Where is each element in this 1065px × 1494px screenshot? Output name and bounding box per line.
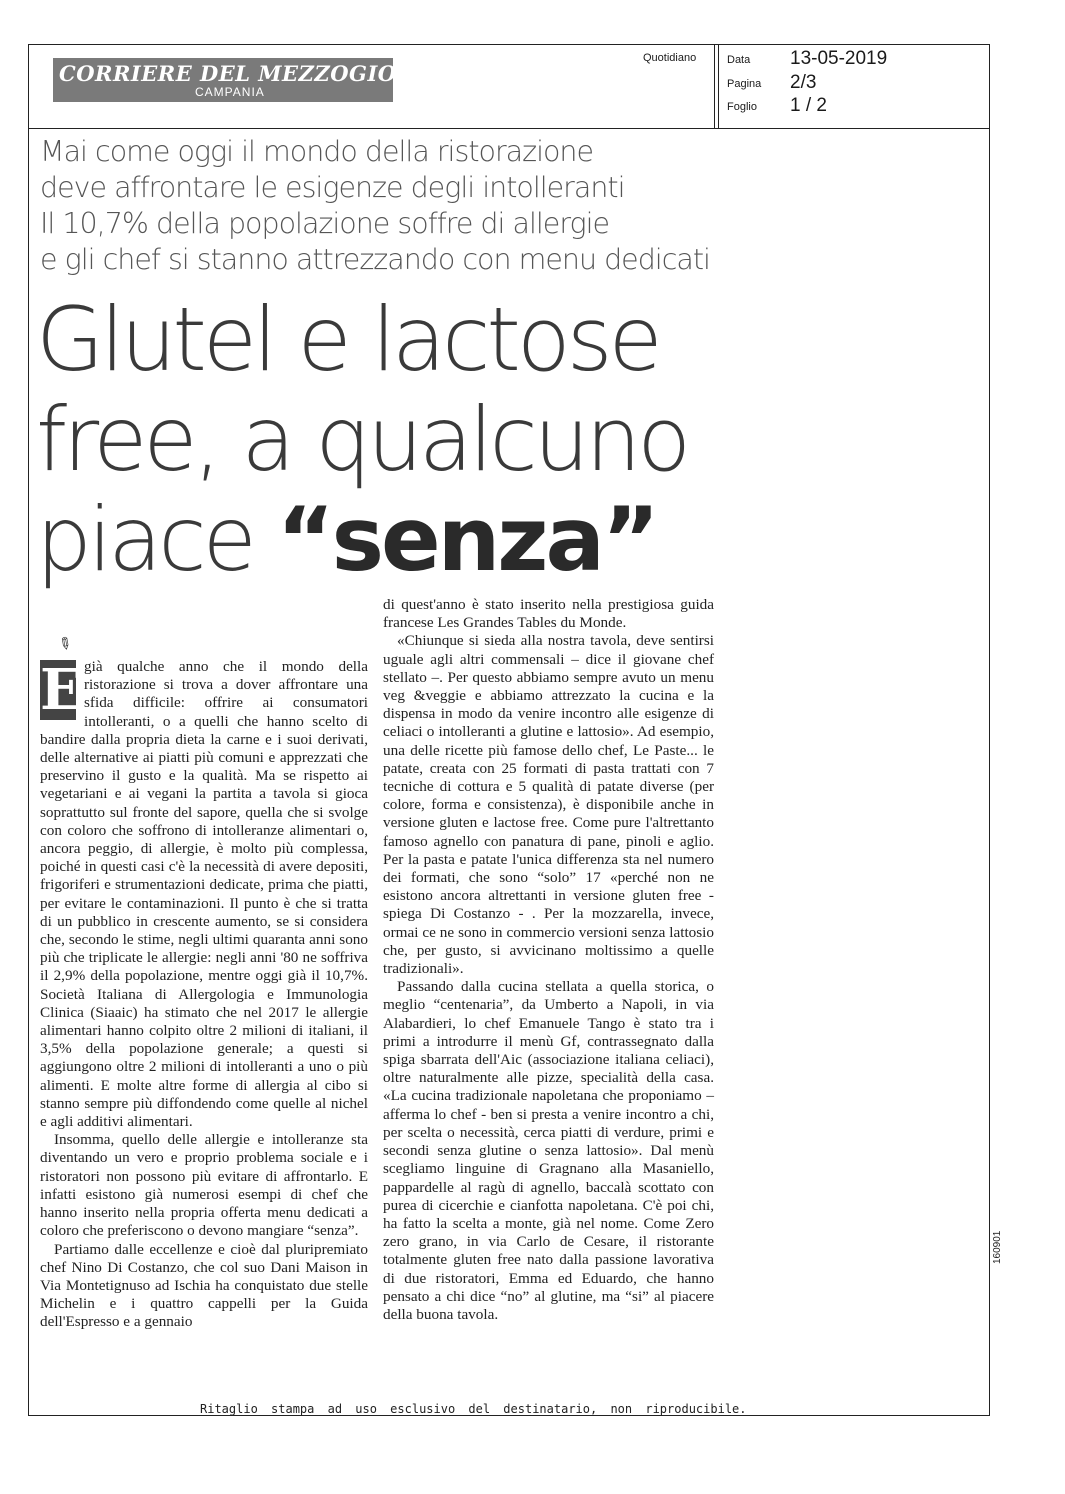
subhead-line: deve affrontare le esigenze degli intolleranti (40, 171, 625, 204)
paragraph: Partiamo dalle eccellenze e cioè dal pluripremiato chef Nino Di Costanzo, che col suo Dani Maison in Via Montetignuso ad Ischia ha conquistato due stelle Michelin e i quattro cappelli per la Guida dell'Espresso e a gennaio (40, 1240, 368, 1331)
headline-line-3 (36, 490, 687, 590)
article-column-left (40, 658, 368, 1332)
publication-type: Quotidiano (643, 52, 697, 64)
clipping-footer: Ritaglio stampa ad uso esclusivo del destinatario, non riproducibile. (200, 1402, 747, 1416)
headline-accent: “senza” (276, 488, 657, 591)
page-value: 2/3 (790, 72, 817, 93)
quill-ornament-icon: ✎ (54, 633, 75, 656)
headline-line-2: free, a qualcuno (36, 388, 688, 491)
paragraph-text: già qualche anno che il mondo della ristorazione si trova a dover affrontare una sfida difficile: offrire ai consumatori intolleranti, o a quelli che hanno scelto di bandire dalla propria dieta la carne e i suoi derivati, delle alternative ai piatti più comuni e apprezzati che preservino il gusto e la qualità. Ma se rispetto ai vegetariani e ai vegani la partita a tavola si gioca soprattutto sul fronte del sapore, quella che si svolge con coloro che soffrono di intolleranze alimentari o, ancora peggio, di allergie, è molto più complessa, poiché in questi casi c'è la necessità di avere depositi, frigoriferi e strumentazioni dedicate, prima che piatti, per evitare le contaminazioni. Il punto è che si tratta di un pubblico in crescente aumento, se si considera che, secondo le stime, negli ultimi quaranta anni sono più che triplicate le allergie: negli anni '80 ne soffriva il 2,9% della popolazione, mentre oggi già il 10,7%. Società Italiana di Allergologia e Immunologia Clinica (Siaaic) ha stimato che nel 2017 le allergie alimentari hanno colpito oltre 2 milioni di italiani, il 3,5% della popolazione generale; a questi si aggiungono oltre 2 milioni di intolleranti a uno o più alimenti. E molte altre forme di allergia al cibo si stanno sempre più diffondendo come quelle al nichel e agli additivi alimentari. (40, 658, 368, 1131)
paragraph (40, 658, 368, 1131)
header-divider (28, 128, 990, 129)
masthead-edition: CAMPANIA (195, 85, 265, 99)
headline-line-3-prefix: piace (36, 488, 277, 591)
sheet-value: 1 / 2 (790, 95, 827, 116)
masthead-name: CORRIERE DEL MEZZOGIORNO (59, 61, 453, 86)
sheet-label: Foglio (727, 101, 757, 113)
article-headline (36, 290, 687, 590)
date-label: Data (727, 54, 751, 66)
side-code: 160901 (992, 1230, 1003, 1264)
paragraph: Insomma, quello delle allergie e intolleranze sta diventando un vero e proprio problema sociale e i ristoratori non possono più evitare di affrontarlo. E infatti esistono già numerosi esempi di chef che hanno inserito nella propria offerta menu dedicati a coloro che preferiscono o devono mangiare “senza”. (40, 1131, 368, 1240)
paragraph: di quest'anno è stato inserito nella prestigiosa guida francese Les Grandes Tables du Monde. (383, 596, 714, 632)
page-label: Pagina (727, 78, 762, 90)
paragraph: «Chiunque si sieda alla nostra tavola, deve sentirsi uguale agli altri commensali – dice il giovane chef stellato –. Per questo abbiamo sempre avuto un menu veg &veggie e abbiamo attrezzato la cucina e la dispensa in modo da venire incontro alle esigenze di celiaci o intolleranti a glutine e lattosio». Ad esempio, una delle ricette più famose dello chef, Le Paste... le patate, creata con 25 formati di pasta trattati con 7 tecniche di cottura e 5 qualità di patate diverse (per colore, forma e consistenza), è disponibile anche in versione gluten e lactose free. Come pure l'altrettanto famoso agnello con panatura di pane, pinoli e aglio. Per la pasta e patate l'unica differenza sta nel numero dei formati, che sono “solo” 17 «perché non ne esistono ancora altrettanti in versione gluten free - spiega Di Costanzo - . Per la mozzarella, invece, ormai ce ne sono in commercio versioni senza lattosio che, per gusto, si avvicinano moltissimo a quelle tradizionali». (383, 632, 714, 978)
header-vline-right (718, 44, 719, 128)
header-vline-left (714, 44, 715, 128)
article-subhead (40, 134, 710, 278)
subhead-line: Mai come oggi il mondo della ristorazione (40, 135, 594, 168)
paragraph: Passando dalla cucina stellata a quella storica, o meglio “centenaria”, da Umberto a Napoli, in via Alabardieri, lo chef Emanuele Tango è stato tra i primi a introdurre il menù Gf, contrassegnato dalla spiga sbarrata dell'Aic (associazione italiana celiaci), oltre naturalmente alle pizze, specialità della casa. «La cucina tradizionale napoletana che proponiamo – afferma lo chef - ben si presta a venire incontro a chi, per scelta o necessità, cerca piatti di verdure, primi e secondi senza glutine o senza lattosio». Dal menù scegliamo linguine di Gragnano alla Masaniello, pappardelle al ragù di agnello, baccalà scottato con purea di cicerchie e cianfotta napoletana. C'è poi chi, ha fatto la scelta a monte, già nel nome. Come Zero zero grano, in via Carlo de Cesare, il ristorante totalmente gluten free nato dalla passione lavorativa di due ristoratori, Emma ed Eduardo, che hanno pensato a chi dice “no” al glutine, ma “si” al piacere della buona tavola. (383, 978, 714, 1323)
dropcap: E (40, 657, 83, 723)
date-value: 13-05-2019 (790, 48, 888, 69)
subhead-line: Il 10,7% della popolazione soffre di allergie (40, 207, 610, 240)
article-column-right (383, 596, 714, 1324)
headline-line-1: Glutel e lactose (36, 288, 659, 391)
subhead-line: e gli chef si stanno attrezzando con menu dedicati (40, 243, 710, 276)
masthead-logo (53, 58, 453, 102)
